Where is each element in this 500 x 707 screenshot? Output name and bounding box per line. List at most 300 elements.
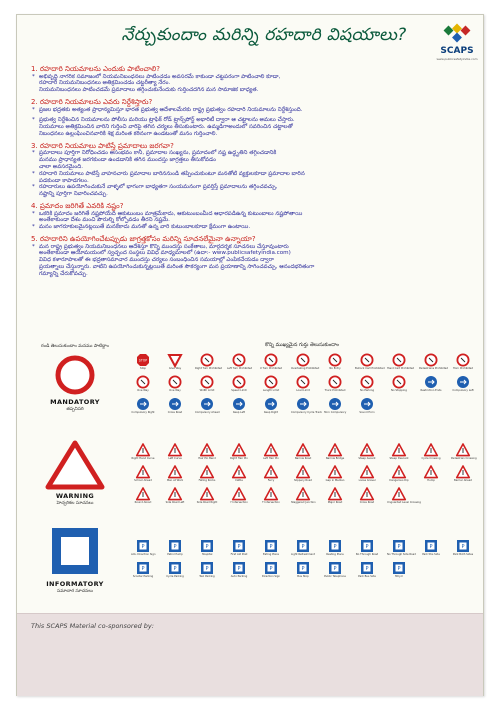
mandatory-sign [131,352,155,372]
mandatory-sign [355,374,379,394]
informatory-sign-icon [296,561,310,575]
sign-caption: Resting Place [326,553,344,556]
mandatory-sign-icon [392,353,406,367]
faq-question: 5. రహదారిని ఉపయోగించేటప్పుడు జాగ్రత్తకోసం మరిన్ని సూచనలేమైనా ఉన్నాయా? [31,234,256,243]
faq-section [31,65,471,94]
sign-caption: Keep Left [232,411,246,414]
warning-sign [419,442,443,462]
mandatory-sign-icon [328,353,342,367]
faq-answer-line: నష్టాన్ని పూర్తిగా నివారించవచ్చు. [39,191,108,198]
sign-caption: Y Intersection [230,501,248,504]
mandatory-sign-icon [456,375,470,389]
sign-caption: T Intersection [262,501,280,504]
sign-caption: Cross Road [359,501,375,504]
warning-sign-icon [360,487,374,501]
mandatory-sign-icon [424,375,438,389]
sign-caption: Cattle [235,479,243,482]
mandatory-sign [419,374,443,394]
faq-answer-line: నిబంధనలు ఉల్లంఘించినవారికి శిక్ష మరింత కఠినంగా ఉండటంతో మనం గుర్తించాలి. [39,130,218,137]
mandatory-sign-icon [424,353,438,367]
faq-answer-line: పడకుండా కాపాడగలం. [39,177,89,184]
mandatory-sign [259,352,283,372]
sign-caption: Side Road Right [196,501,218,504]
warning-sign [323,486,347,506]
informatory-sign-icon [168,539,182,553]
mandatory-sign-icon [296,353,310,367]
warning-sign [195,486,219,506]
sign-caption: Length Limit [262,389,280,392]
warning-sign-icon [328,443,342,457]
svg-text:P: P [269,566,273,572]
scaps-logo-icon [435,23,479,47]
mandatory-sign [227,352,251,372]
faq-answer-line: * మన రాష్ట్ర ప్రభుత్వం నియమనిబంధనలు ఆదేశిస్తూ కొన్ని ముందస్తు సంకేతాలు, మార్గదర్శక సూచనలు చేస్తూవుంటారు [31,244,471,251]
sign-caption: Right Hand Curve [131,457,155,460]
mandatory-sign [291,374,315,394]
sign-caption: Left Turn Prohibited [227,367,253,370]
warning-sign [451,464,475,484]
mandatory-sign-icon [328,397,342,411]
faq-answer-line: చాలా అవసరమైంది. [39,163,83,170]
mandatory-sign [323,352,347,372]
informatory-sign [355,560,379,580]
faq-answer-line: * ప్రమాదాలు పూర్తిగా నిరోధించడం అసంభవం కానీ, ప్రమాదాల సంఖ్యను, ప్రమాదంలో నష్ట ఉద్ధృతిని తగ్గించడానికి [31,150,471,157]
mandatory-sign-icon [136,353,150,367]
sign-caption: No Through Side Road [387,553,416,556]
warning-sign-icon [360,465,374,479]
svg-text:P: P [397,566,401,572]
mandatory-sign-icon [45,356,105,394]
warning-sign-icon [168,465,182,479]
faq-answer-line: మనము ప్రాధాన్యత జరగకుండా ఉండడానికి తగిన ముందస్తు జాగ్రత్తలు తీసుకోవడం [39,157,216,164]
faq-answer-line: రహదారి నియమనిబంధనలు అతిక్రమించడం చట్టరీత్యా నేరం. [39,80,171,87]
sign-caption: School Ahead [134,479,152,482]
mandatory-sign-icon [136,375,150,389]
sign-caption: Taxi Parking [199,575,215,578]
sign-caption: Auto Parking [230,575,248,578]
sign-caption: Give Way [168,367,182,370]
svg-text:P: P [173,566,177,572]
mandatory-category [23,342,127,432]
warning-sign [291,464,315,484]
svg-text:P: P [397,544,401,550]
warning-sign-icon [168,487,182,501]
road-signs-chart [23,342,477,608]
warning-sign-icon [45,440,105,490]
informatory-sign [323,538,347,558]
warning-sign [291,486,315,506]
warning-sign-icon [456,443,470,457]
warning-sign-icon [136,465,150,479]
sign-caption: Dangerous Dip [389,479,409,482]
sign-caption: Hand Cart Prohibited [387,367,415,370]
sign-caption: No Entry [329,367,341,370]
faq-answer-line: ప్రయత్నాలు చేస్తున్నారు. వాటిని ఉపయోగించుకున్నట్లయితే మరింత సౌకర్యంగా మన ప్రయాణాన్ని సాగించవచ్చు, ఆనందభరితంగా [39,263,315,270]
informatory-sign [131,560,155,580]
warning-sub: హెచ్చరికల సూచనలు [56,501,94,506]
warning-sign-icon [232,443,246,457]
mandatory-sign [131,374,155,394]
mandatory-sign-icon [168,397,182,411]
svg-text:P: P [365,544,369,550]
warning-sign [131,442,155,462]
mandatory-sign [227,396,251,416]
warning-sign [163,464,187,484]
informatory-sign [163,538,187,558]
signs-intro: రండి తెలుసుకుందాం మనము పాటిద్దాం [41,344,109,349]
mandatory-sign [291,396,322,416]
warning-sign-icon [296,465,310,479]
informatory-sign-icon [232,539,246,553]
warning-sign-icon [392,487,406,501]
warning-sign [163,486,187,506]
mandatory-sign-icon [360,375,374,389]
warning-sign-icon [232,465,246,479]
warning-sign [259,464,283,484]
mandatory-sign [163,374,187,394]
sign-caption: One Way [169,389,181,392]
sign-caption: No Parking [360,389,374,392]
warning-sign [387,442,411,462]
warning-sign [323,464,347,484]
mandatory-sign-icon [360,397,374,411]
faq-question: 1. రహదారి నియమాలను ఎందుకు పాటించాలి? [31,65,160,73]
sign-caption: Speed Limit [231,389,247,392]
mandatory-sign [451,374,475,394]
informatory-sign [195,538,219,558]
sign-caption: Compulsory Ahead [195,411,220,414]
mandatory-sign-icon [232,375,246,389]
mandatory-sign-icon [296,375,310,389]
mandatory-sign-icon [296,397,310,411]
warning-sign-icon [424,465,438,479]
informatory-sign [291,538,315,558]
faq-content [31,61,471,279]
signs-chart-title: కొన్ని ముఖ్యమైన గుర్తు తెలుసుకుందాం [265,342,339,348]
svg-text:P: P [301,544,305,550]
informatory-sign-icon [424,539,438,553]
warning-sign-icon [456,465,470,479]
sign-caption: Gap in Median [325,479,345,482]
sign-caption: Sound Horn [359,411,375,414]
warning-label: WARNING [55,492,95,500]
informatory-sign [291,560,315,580]
faq-section [31,235,471,278]
warning-sign-icon [200,443,214,457]
warning-sign-icon [136,487,150,501]
mandatory-sign-icon [200,353,214,367]
sign-caption: Restriction Ends [420,389,442,392]
informatory-sign-icon [200,539,214,553]
sign-caption: Pedestrians Prohibited [419,367,448,370]
warning-category [23,438,127,528]
warning-sign-icon [392,465,406,479]
informatory-sign-icon [200,561,214,575]
svg-text:P: P [461,544,465,550]
sign-caption: Men at Work [166,479,184,482]
sign-caption: Overtaking Prohibited [291,367,320,370]
informatory-sub: సమాచార సూచనలు [57,589,93,594]
faq-answer-line: * ప్రభుత్వ నిర్దేశించిన నియమాలను పోలీసు మరియు ట్రాఫిక్ రోడ్ ట్రాన్స్‌పోర్ట్ అథారిటీ ద్వారా ఆ చట్టాలను అమలు చేస్తారు. [31,117,471,124]
mandatory-sign [291,352,320,372]
informatory-sign-icon [456,539,470,553]
informatory-sign-icon [296,539,310,553]
sign-caption: One Way [137,389,149,392]
warning-sign-icon [264,443,278,457]
sign-caption: Truck Prohibited [324,389,346,392]
informatory-sign-icon [168,561,182,575]
sign-caption: Public Telephone [324,575,346,578]
sign-caption: Narrow Road [294,457,312,460]
mandatory-sign [387,352,415,372]
mandatory-sign [195,396,219,416]
informatory-sign [419,538,443,558]
mandatory-sign-icon [136,397,150,411]
mandatory-sign [131,396,155,416]
header [17,23,483,63]
mandatory-sign [195,352,223,372]
mandatory-sign-icon [232,353,246,367]
mandatory-sign [259,396,283,416]
sign-caption: Compulsory Cycle Track [291,411,322,414]
faq-section [31,98,471,138]
mandatory-label: MANDATORY [50,398,100,406]
warning-sign [419,464,443,484]
informatory-sign [387,560,411,580]
warning-sign [195,442,219,462]
svg-text:P: P [301,566,305,572]
sign-caption: Park Both Sides [452,553,474,556]
mandatory-sign-icon [232,397,246,411]
sign-caption: Right Hair Pin [230,457,248,460]
svg-text:P: P [333,566,337,572]
faq-answer-line: అంతేకాకుండా దేశం మంచి పౌరుల్ని కోల్పోవడం తీరని నష్టమే. [39,217,170,224]
sign-caption: Stop [140,367,146,370]
mandatory-sign [163,352,187,372]
sign-caption: Major Road [327,501,343,504]
sign-caption: Direction Sign [261,575,281,578]
informatory-sign [451,538,475,558]
informatory-sign [195,560,219,580]
svg-text:P: P [429,544,433,550]
mandatory-sign-icon [264,375,278,389]
informatory-sign [259,538,283,558]
faq-answer-line: అంతేకాకుండా ఆయోమయంలో స్వచ్ఛంద సంస్థలు వివిధ మాధ్యమాలలో (ఉదా:- www.publicsafetyindia.com) [39,250,291,257]
svg-text:P: P [205,544,209,550]
warning-sign-icon [424,443,438,457]
informatory-sign-icon [264,539,278,553]
mandatory-sign [323,374,347,394]
mandatory-sub: తప్పనిసరి [66,407,84,412]
sign-caption: Steep Ascent [358,457,376,460]
sign-caption: Light Refreshment [291,553,315,556]
informatory-sign-icon [360,539,374,553]
mandatory-sign [195,374,219,394]
warning-sign [355,464,379,484]
scaps-logo [435,23,479,63]
informatory-sign-icon [50,526,100,576]
sign-caption: Park Bus Side [358,575,376,578]
footer-text: This SCAPS Material co-sponsored by: [31,622,154,630]
sign-caption: Hump [427,479,435,482]
sign-caption: Left Curve [168,457,182,460]
informatory-sign-icon [136,539,150,553]
sign-caption: Falling Rocks [198,479,216,482]
warning-sign-icon [328,487,342,501]
sign-caption: Slippery Road [294,479,312,482]
faq-answer-line: గమ్యాన్ని చేరుకోవచ్చు. [39,270,88,277]
mandatory-sign-icon [168,353,182,367]
mandatory-sign-icon [456,353,470,367]
warning-sign-icon [296,443,310,457]
footer [17,613,483,696]
warning-sign [259,486,283,506]
faq-answer-line: * మనం జాగరూకులమైనట్లయితే మనకేకాదు మనతో ఉన్న వారి కుటుంబాలకూడా క్షేమంగా ఉంటాయి. [31,224,471,231]
informatory-sign-icon [328,561,342,575]
mandatory-sign-icon [328,375,342,389]
warning-sign [259,442,283,462]
faq-answer-line: వివిధ కళారూపాలతో ఈ భద్రతాసమాచార ముందస్తు చర్యలు సంబంధించిన సమయాల్లో ఎంపికచేయడం ద్వారా [39,257,274,264]
mandatory-sign-icon [264,353,278,367]
sign-caption: Compulsory Left [452,389,474,392]
sign-caption: Horn Prohibited [452,367,474,370]
sign-caption: Horn Compulsory [323,411,347,414]
svg-text:P: P [141,566,145,572]
warning-sign [355,442,379,462]
svg-text:P: P [141,544,145,550]
mandatory-sign-icon [200,397,214,411]
poster-frame [16,14,484,696]
svg-text:P: P [205,566,209,572]
svg-text:P: P [333,544,337,550]
sign-caption: Eating Place [263,553,279,556]
sign-caption: No Through Road [355,553,379,556]
informatory-sign-icon [392,561,406,575]
faq-section [31,202,471,231]
svg-text:STOP: STOP [138,358,148,363]
warning-sign [387,486,421,506]
sign-caption: Scooter Parking [132,575,154,578]
warning-sign [291,442,315,462]
warning-sign-icon [232,487,246,501]
informatory-sign [163,560,187,580]
sign-caption: Hospital [201,553,213,556]
warning-sign-icon [168,443,182,457]
sign-caption: Width Limit [199,389,215,392]
logo-text: SCAPS [440,46,474,56]
mandatory-sign [451,352,475,372]
mandatory-sign-icon [264,397,278,411]
informatory-sign [323,560,347,580]
informatory-sign-icon [360,561,374,575]
warning-sign [195,464,219,484]
faq-question: 4. ప్రమాదం జరిగితే ఎవరికి నష్టం? [31,201,124,210]
sign-caption: Cross Road [167,411,183,414]
warning-sign-icon [360,443,374,457]
svg-text:P: P [237,544,241,550]
informatory-sign-icon [232,561,246,575]
informatory-sign [227,560,251,580]
faq-answer-line: * ఒకరికి ప్రమాదం జరిగితే నష్టపోయేది ఆకుటుంబం మాత్రమేకాదు, ఆకుటుంబంమీద ఆధారపడిఉన్న కుటుంబాలు నష్టపోతాయి [31,211,471,218]
svg-text:P: P [173,544,177,550]
warning-sign [355,486,379,506]
warning-sign [323,442,347,462]
mandatory-sign-icon [168,375,182,389]
faq-section [31,142,471,198]
informatory-sign-icon [264,561,278,575]
sign-caption: Load Limit [296,389,310,392]
informatory-label: INFORMATORY [46,580,104,588]
logo-subtext: www.publicsafetyindia.com [436,57,478,61]
sign-caption: Cycle Parking [166,575,184,578]
mandatory-sign [387,374,411,394]
informatory-sign-icon [392,539,406,553]
warning-sign-icon [264,487,278,501]
informatory-sign [355,538,379,558]
sign-caption: Left Hair Pin [263,457,279,460]
sign-caption: Narrow Bridge [325,457,345,460]
informatory-sign [259,560,283,580]
sign-caption: Ferry [267,479,275,482]
informatory-sign [227,538,251,558]
faq-answer-line: నియమాలు అతిక్రమించిన వారిని గుర్తించి వారిపై తగిన చర్యలు తీసుకుంటారు. ఉమ్మడిగాఅందులో సవరించిన చట్టాలతో [39,124,293,131]
sign-caption: Compulsory Right [131,411,155,414]
warning-sign [227,486,251,506]
warning-sign-icon [264,465,278,479]
warning-sign-icon [200,487,214,501]
mandatory-sign [419,352,448,372]
warning-sign-icon [200,465,214,479]
informatory-category [23,524,127,614]
sign-caption: Bus Stop [297,575,309,578]
sign-caption: Round About [134,501,152,504]
sign-caption: Cycle Crossing [421,457,441,460]
mandatory-sign [227,374,251,394]
faq-sections [31,65,471,278]
mandatory-sign [355,352,385,372]
mandatory-sign [259,374,283,394]
mandatory-sign-icon [200,375,214,389]
sign-caption: Park this Side [422,553,440,556]
sign-caption: Adv. Direction Sign [131,553,156,556]
faq-answer-line: * రహదారి నియమాలు పాటిస్తే వాహనచారు ప్రమాదాల బారిననుండి తప్పించుకుంటూ మనతోటి వ్యక్తులకూడా ప్రమాదాల బారిన [31,171,471,178]
warning-sign [387,464,411,484]
sign-caption: Pedestrian Crossing [451,457,477,460]
sign-caption: Hair Pin Bend [198,457,216,460]
informatory-sign [387,538,416,558]
faq-question: 3. రహదారి నియమాలు పాటిస్తే ప్రమాదాలు జరగవా? [31,141,174,150]
warning-sign-icon [392,443,406,457]
warning-sign-icon [296,487,310,501]
informatory-sign [131,538,155,558]
faq-answer-line: నియమనిబంధనలు పాటించడమే ప్రమాదాలు తగ్గించుకునేందుకు గుర్తించదగిన మన సామాజిక బాధ్యత. [39,87,259,94]
sign-caption: Loose Gravel [358,479,376,482]
page-title: నేర్చుకుందాం మరిన్ని రహదారి విషయాలు? [121,25,407,45]
sign-caption: Bullock Cart Prohibited [355,367,385,370]
sign-caption: Right Turn Prohibited [195,367,223,370]
sign-caption: MCycl [395,575,403,578]
sign-caption: First Aid Post [230,553,248,556]
sign-caption: U Turn Prohibited [259,367,283,370]
mandatory-sign [323,396,347,416]
informatory-sign-icon [328,539,342,553]
mandatory-sign [163,396,187,416]
sign-caption: Barrier Ahead [454,479,472,482]
sign-caption: Unguarded Level Crossing [387,501,421,504]
sign-caption: Steep Descent [389,457,409,460]
warning-sign-icon [328,465,342,479]
svg-text:P: P [269,544,273,550]
